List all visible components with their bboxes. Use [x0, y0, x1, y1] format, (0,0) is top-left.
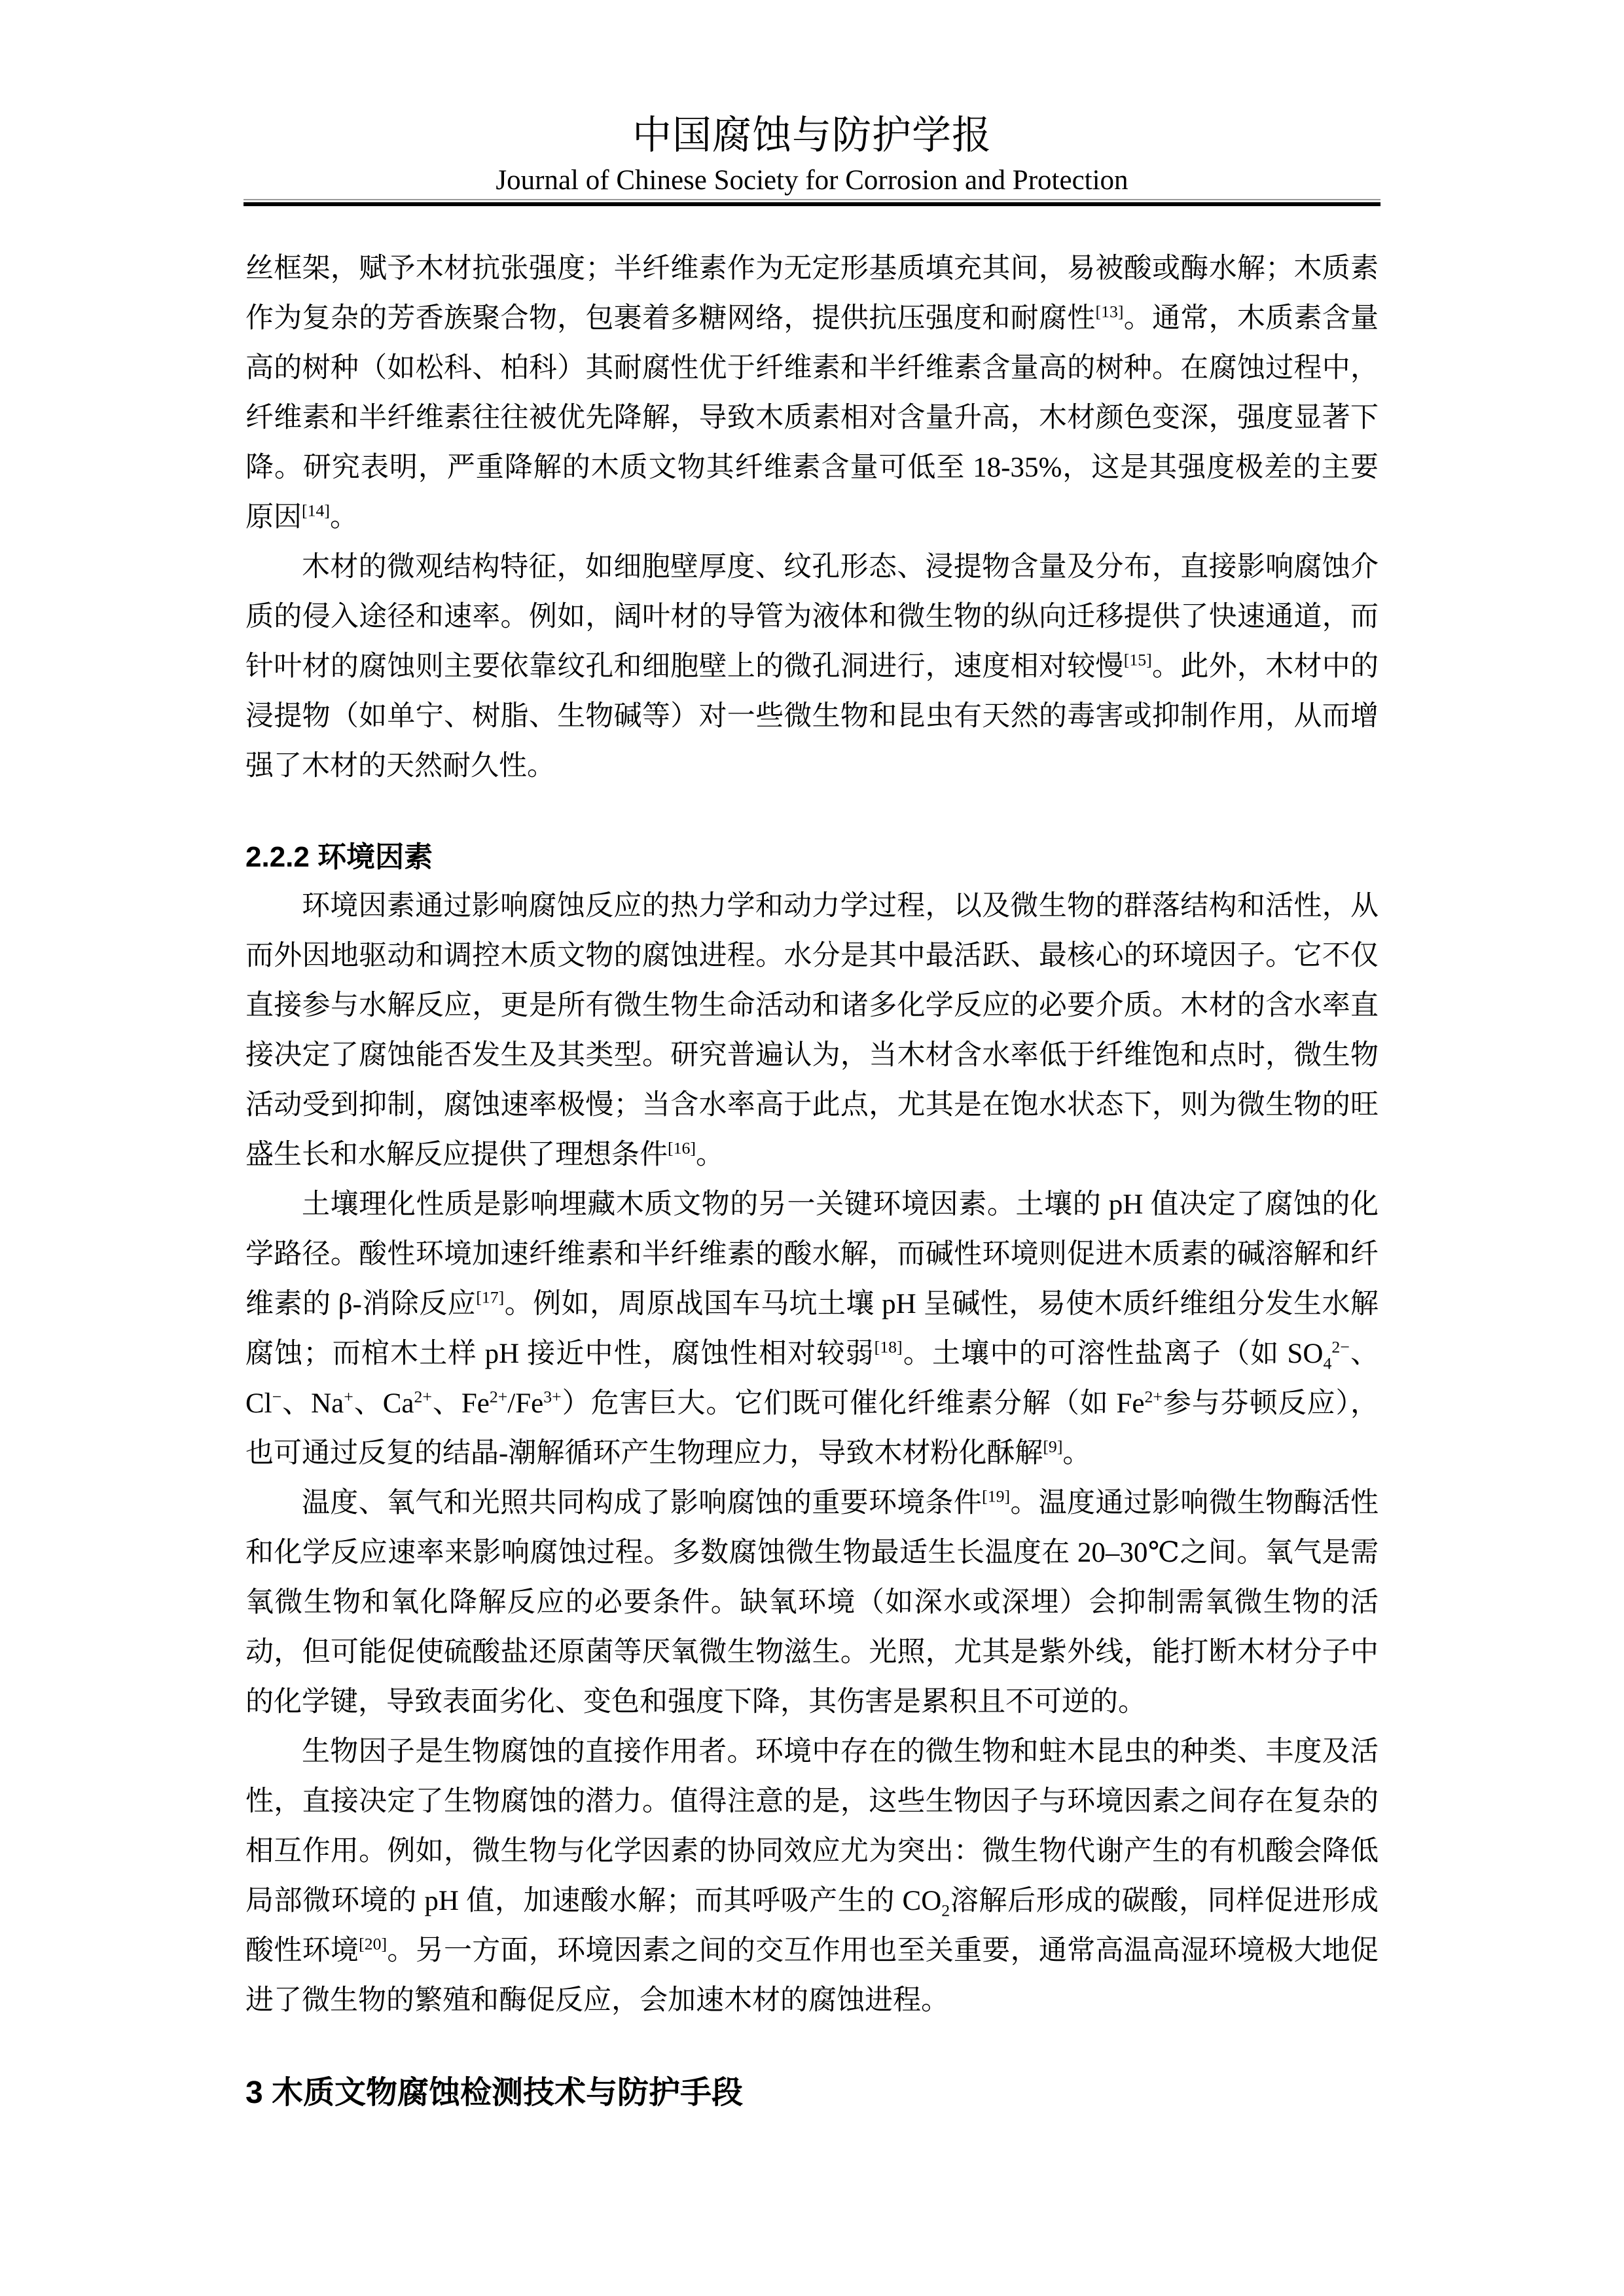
section-heading-3-detection-protection: 3 木质文物腐蚀检测技术与防护手段 — [245, 2075, 744, 2110]
body-paragraph-soil-ph-salts: 土壤理化性质是影响埋藏木质文物的另一关键环境因素。土壤的 pH 值决定了腐蚀的化学路径。酸性环境加速纤维素和半纤维素的酸水解，而碱性环境则促进木质素的碱溶解和纤维素的 β-消除反应[17]。例如，周原战国车马坑土壤 pH 呈碱性，易使木质纤维组分发生水解腐蚀；而棺木土样 pH 接近中性，腐蚀性相对较弱[18]。土壤中的可溶性盐离子（如 $SO_4^{2-}$、Cl−、Na+、$Ca^{2+}$、$Fe^{2+}/Fe^{3+}$）危害巨大。它们既可催化纤维素分解（如 $Fe^{2+}$参与芬顿反应），也可通过反复的结晶-潮解循环产生物理应力，导致木材粉化酥解[9]。 — [245, 1189, 1379, 1469]
header-rule-thin — [244, 199, 1380, 200]
body-paragraph-temperature-oxygen-light: 温度、氧气和光照共同构成了影响腐蚀的重要环境条件[19]。温度通过影响微生物酶活性和化学反应速率来影响腐蚀过程。多数腐蚀微生物最适生长温度在 20–30℃之间。氧气是需氧微生物和氧化降解反应的必要条件。缺氧环境（如深水或深埋）会抑制需氧微生物的活动，但可能促使硫酸盐还原菌等厌氧微生物滋生。光照，尤其是紫外线，能打断木材分子中的化学键，导致表面劣化、变色和强度下降，其伤害是累积且不可逆的。 — [245, 1486, 1379, 1717]
journal-title-cn: 中国腐蚀与防护学报 — [632, 114, 992, 157]
body-paragraph-continuation: 丝框架，赋予木材抗张强度；半纤维素作为无定形基质填充其间，易被酸或酶水解；木质素作为复杂的芳香族聚合物，包裹着多糖网络，提供抗压强度和耐腐性[13]。通常，木质素含量高的树种（如松科、柏科）其耐腐性优于纤维素和半纤维素含量高的树种。在腐蚀过程中，纤维素和半纤维素往往被优先降解，导致木质素相对含量升高，木材颜色变深，强度显著下降。研究表明，严重降解的木质文物其纤维素含量可低至 18-35%，这是其强度极差的主要原因[14]。 — [245, 253, 1379, 533]
header-rule-thick — [244, 202, 1380, 206]
body-paragraph-biological-factors: 生物因子是生物腐蚀的直接作用者。环境中存在的微生物和蛀木昆虫的种类、丰度及活性，直接决定了生物腐蚀的潜力。值得注意的是，这些生物因子与环境因素之间存在复杂的相互作用。例如，微生物与化学因素的协同效应尤为突出：微生物代谢产生的有机酸会降低局部微环境的 pH 值，加速酸水解；而其呼吸产生的 $CO_2$溶解后形成的碳酸，同样促进形成酸性环境[20]。另一方面，环境因素之间的交互作用也至关重要，通常高温高湿环境极大地促进了微生物的繁殖和酶促反应，会加速木材的腐蚀进程。 — [245, 1736, 1379, 2016]
section-heading-2-2-2-environment-factors: 2.2.2 环境因素 — [245, 841, 433, 873]
body-paragraph-microstructure: 木材的微观结构特征，如细胞壁厚度、纹孔形态、浸提物含量及分布，直接影响腐蚀介质的侵入途径和速率。例如，阔叶材的导管为液体和微生物的纵向迁移提供了快速通道，而针叶材的腐蚀则主要依靠纹孔和细胞壁上的微孔洞进行，速度相对较慢[15]。此外，木材中的浸提物（如单宁、树脂、生物碱等）对一些微生物和昆虫有天然的毒害或抑制作用，从而增强了木材的天然耐久性。 — [245, 552, 1379, 781]
journal-title-en: Journal of Chinese Society for Corrosion and Protection — [496, 165, 1128, 196]
body-paragraph-environment-water: 环境因素通过影响腐蚀反应的热力学和动力学过程，以及微生物的群落结构和活性，从而外因地驱动和调控木质文物的腐蚀进程。水分是其中最活跃、最核心的环境因子。它不仅直接参与水解反应，更是所有微生物生命活动和诸多化学反应的必要介质。木材的含水率直接决定了腐蚀能否发生及其类型。研究普遍认为，当木材含水率低于纤维饱和点时，微生物活动受到抑制，腐蚀速率极慢；当含水率高于此点，尤其是在饱水状态下，则为微生物的旺盛生长和水解反应提供了理想条件[16]。 — [245, 891, 1379, 1170]
